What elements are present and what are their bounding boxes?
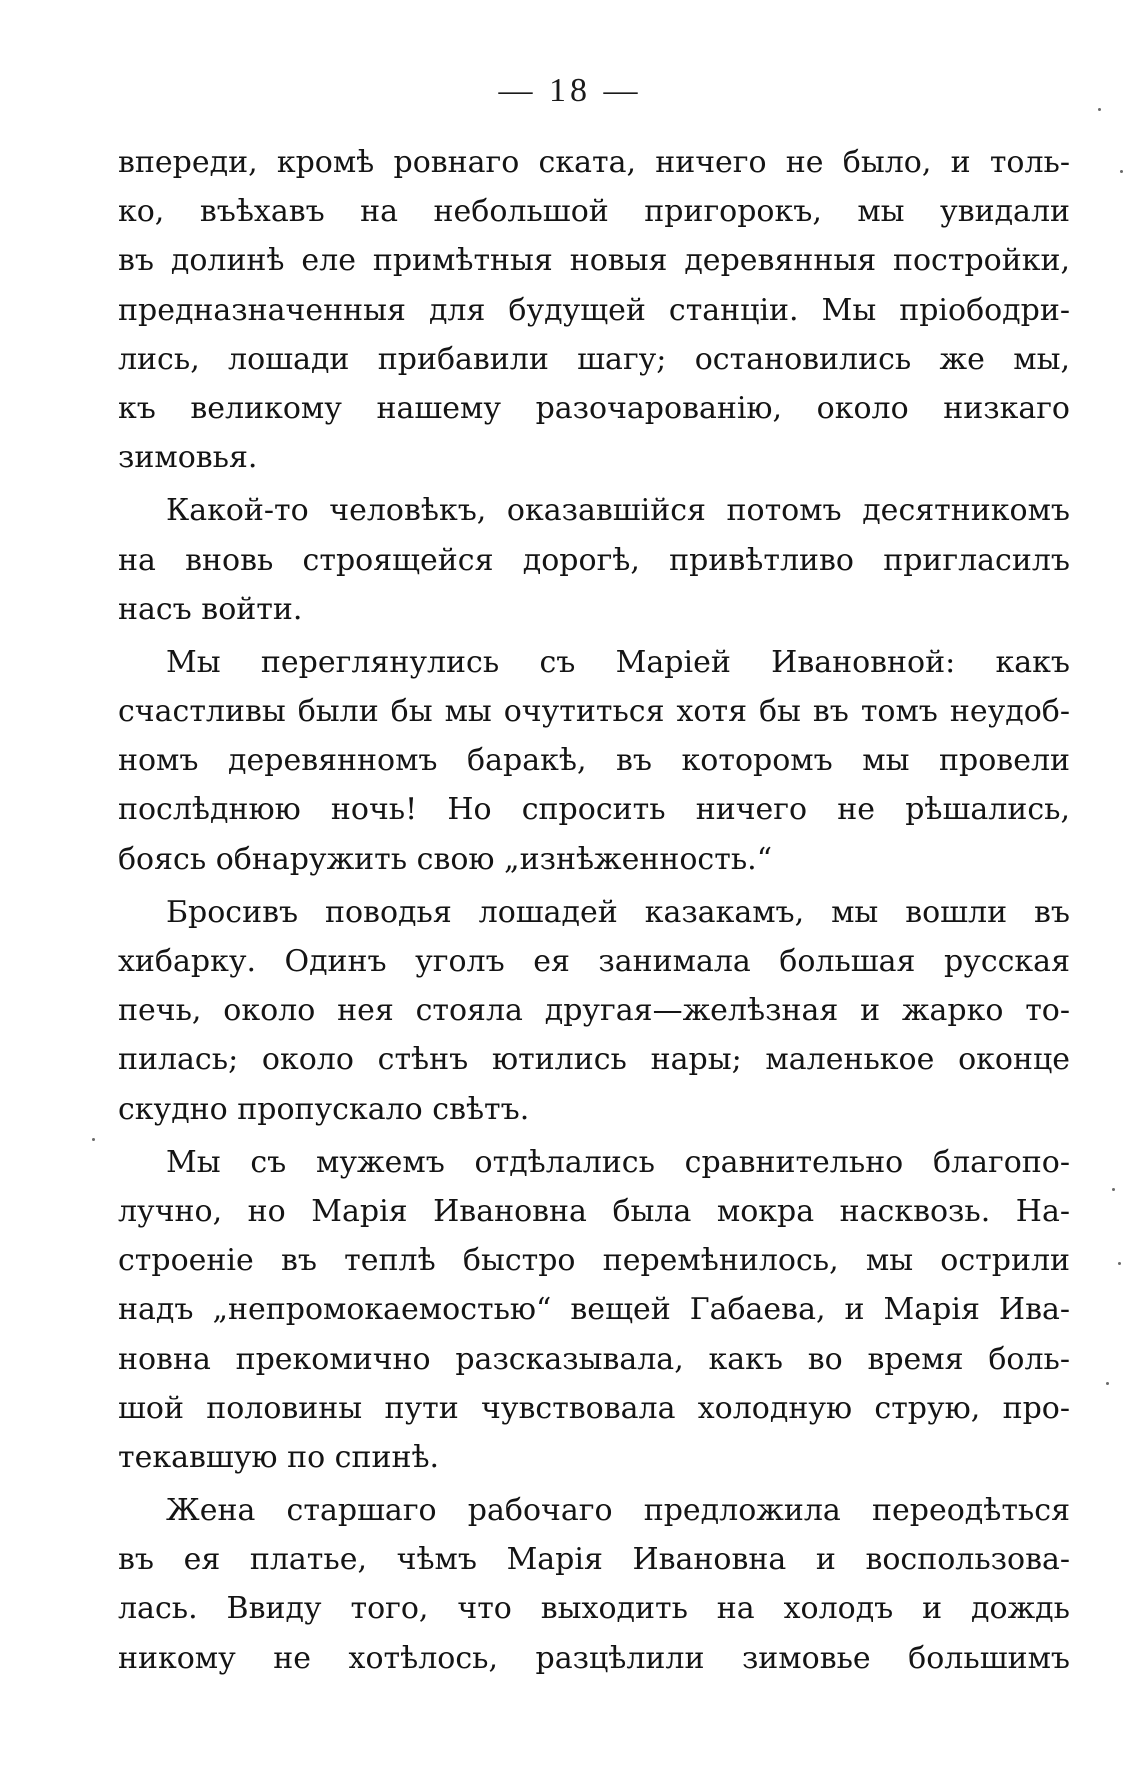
paragraph bbox=[118, 1486, 1070, 1683]
scan-speck bbox=[1112, 1188, 1115, 1191]
text-line: впереди, кромѣ ровнаго ската, ничего не было, и толь- bbox=[118, 145, 1070, 180]
text-line: послѣднюю ночь! Но спросить ничего не рѣшались, bbox=[118, 792, 1070, 828]
scan-speck bbox=[1120, 170, 1123, 173]
text-line: къ великому нашему разочарованію, около низкаго bbox=[118, 390, 1070, 426]
text-line: лись, лошади прибавили шагу; остановились же мы, bbox=[118, 341, 1070, 377]
text-line: счастливы были бы мы очутиться хотя бы въ томъ неудоб- bbox=[118, 694, 1070, 730]
scan-speck bbox=[92, 1138, 95, 1141]
text-line: въ долинѣ еле примѣтныя новыя деревянныя постройки, bbox=[118, 243, 1070, 279]
text-line: новна прекомично разсказывала, какъ во время боль- bbox=[118, 1341, 1070, 1377]
paragraph bbox=[118, 1138, 1070, 1482]
text-line: Бросивъ поводья лошадей казакамъ, мы вошли въ bbox=[166, 894, 1070, 930]
text-line: скудно пропускало свѣтъ. bbox=[118, 1091, 530, 1127]
text-line: лучно, но Марія Ивановна была мокра насквозь. На- bbox=[118, 1193, 1070, 1229]
text-line: номъ деревянномъ баракѣ, въ которомъ мы провели bbox=[118, 743, 1070, 779]
text-line: Мы переглянулись съ Маріей Ивановной: какъ bbox=[166, 644, 1070, 680]
text-line: Какой-то человѣкъ, оказавшійся потомъ десятникомъ bbox=[166, 493, 1070, 529]
scan-speck bbox=[1098, 108, 1101, 111]
text-line: предназначенныя для будущей станціи. Мы пріободри- bbox=[118, 292, 1070, 328]
paragraph bbox=[118, 486, 1070, 634]
scan-speck bbox=[1118, 1262, 1121, 1265]
text-line: Жена старшаго рабочаго предложила переодѣться bbox=[166, 1493, 1070, 1529]
text-line: пилась; около стѣнъ ютились нары; маленькое оконце bbox=[118, 1042, 1070, 1078]
text-line: въ ея платье, чѣмъ Марія Ивановна и воспользова- bbox=[118, 1542, 1070, 1578]
page-number: — 18 — bbox=[498, 72, 642, 109]
text-line: лась. Ввиду того, что выходить на холодъ и дождь bbox=[118, 1591, 1070, 1627]
paragraph bbox=[118, 888, 1070, 1134]
text-line: на вновь строящейся дорогѣ, привѣтливо пригласилъ bbox=[118, 542, 1070, 578]
text-line: Мы съ мужемъ отдѣлались сравнительно благопо- bbox=[166, 1144, 1070, 1180]
paragraph bbox=[118, 138, 1070, 482]
text-line: зимовья. bbox=[118, 440, 258, 476]
text-line: боясь обнаружить свою „изнѣженность.“ bbox=[118, 841, 773, 877]
paragraph bbox=[118, 638, 1070, 884]
scan-speck bbox=[1106, 1382, 1109, 1385]
text-line: хибарку. Одинъ уголъ ея занимала большая русская bbox=[118, 944, 1070, 979]
text-line: текавшую по спинѣ. bbox=[118, 1439, 440, 1475]
text-line: строеніе въ теплѣ быстро перемѣнилось, мы острили bbox=[118, 1243, 1070, 1279]
text-line: насъ войти. bbox=[118, 591, 303, 627]
body-text bbox=[118, 138, 1070, 1687]
text-line: никому не хотѣлось, разцѣлили зимовье большимъ bbox=[118, 1640, 1070, 1676]
text-line: печь, около нея стояла другая—желѣзная и жарко то- bbox=[118, 993, 1070, 1029]
text-line: ко, въѣхавъ на небольшой пригорокъ, мы увидали bbox=[118, 194, 1070, 230]
text-line: шой половины пути чувствовала холодную струю, про- bbox=[118, 1390, 1070, 1426]
text-line: надъ „непромокаемостью“ вещей Габаева, и Марія Ива- bbox=[118, 1292, 1070, 1328]
